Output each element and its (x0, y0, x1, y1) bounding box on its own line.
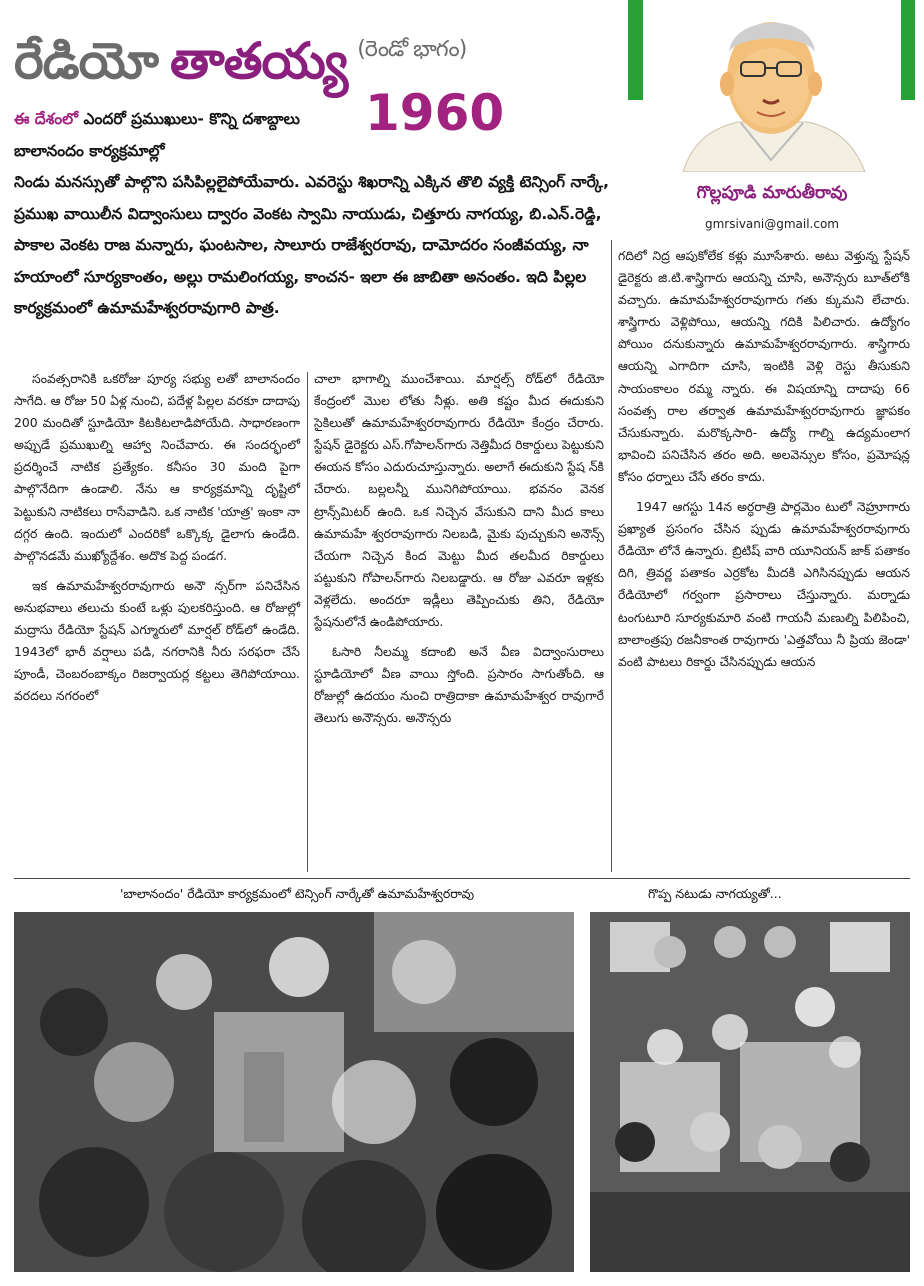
column-middle-paragraph-1: చాలా భాగాల్ని ముంచేశాయి. మార్షల్స్ రోడ్‌లో రేడియో కేంద్రంలో మొల లోతు నీళ్లు. అతి కష్టం మీద ఈదుకుని సైకిలుతో ఉమామహేశ్వరరావుగారు రేడియో కేంద్రం చేరారు. స్టేషన్ డైరెక్టరు ఎస్.గోపాలన్‌గారు నెత్తిమీద రికార్డులు పెట్టుకుని ఈయన కోసం ఎదురుచూస్తున్నారు. అలాగే ఈదుకుని స్టేష న్‌కి చేరారు. బల్లలన్నీ మునిగిపోయాయి. భవనం వెనక ట్రాన్స్‌మిటర్ ఉంది. ఒక నిచ్చెన వేసుకుని దాని మీద కాలు ఉమామహే శ్వరరావుగారు నిలబడి, మైకు పుచ్చుకుని అనౌన్స్ చేయగా నిచ్చెన కింద మెట్టు మీద తలమీద రికార్డులు పట్టుకుని గోపాలన్‌గారు నిలబడ్డారు. ఆ రోజు ఎవరూ ఇళ్లకు వెళ్లలేదు. అందరూ ఇడ్లీలు తెప్పించుకు తిని, రేడియో స్టేషనులోనే ఉండిపోయారు. (314, 371, 604, 630)
year-heading: 1960 (365, 84, 505, 142)
intro-lead: ఈ దేశంలో (14, 110, 79, 128)
column-divider-left (307, 372, 308, 872)
author-email: gmrsivani@gmail.com (705, 217, 839, 231)
photo-caption-right: గొప్ప నటుడు నాగయ్యతో... (648, 886, 782, 901)
author-portrait-illustration (643, 0, 901, 172)
column-left-paragraph-2: ఇక ఉమామహేశ్వరరావుగారు అనౌ న్సర్‌గా పనిచేసిన అనుభవాలు తలుచు కుంటే ఒళ్లు పులకరిస్తుంది. ఆ రోజుల్లో మద్రాసు రేడియో స్టేషన్ ఎగ్మూరులో మార్షల్ రోడ్‌లో ఉండేది. 1943లో భారీ వర్షాలు పడి, నగరానికి నీరు సరఫరా చేసే పూండీ, చెంబరంబాక్కం రిజర్వాయర్ల కట్టలు తెగిపోయాయి. వరదలు నగరంలో (14, 577, 300, 704)
column-middle (314, 368, 604, 730)
column-left-paragraph-1: సంవత్సరానికి ఒకరోజు పూర్య సభ్యు లతో బాలానందం సాగేది. ఆ రోజు 50 ఏళ్ల నుంచి, పదేళ్ల పిల్లల వరకూ దాదాపు 200 మందితో స్టూడియో కిటకిటలాడిపోయేది. సాధారణంగా అప్పుడే ప్రముఖుల్ని ఆహ్వా నించేవారు. ఈ సందర్భంలో ప్రదర్శించే నాటిక ప్రత్యేకం. కనీసం 30 మంది పైగా పాల్గొనేదిగా ఉండాలి. నేను ఆ కార్యక్రమాన్ని దృష్టిలో పెట్టుకుని నాటికలు రాసేవాడిని. ఒక నాటిక 'యాత్ర' ఇంకా నా దగ్గర ఉంది. ఇందులో ఎందరికో ఒక్కొక్క డైలాగు ఉండేది. పాల్గొనడమే ముఖ్యోద్దేశం. అదొక పెద్ద పండగ. (14, 371, 300, 563)
column-left (14, 368, 300, 707)
intro-rest: నిండు మనస్సుతో పాల్గొని పసిపిల్లలైపోయేవారు. ఎవరెస్టు శిఖరాన్ని ఎక్కిన తొలి వ్యక్తి టెన్సింగ్ నార్కే, ప్రముఖ వాయిలీన విద్వాంసులు ద్వారం వెంకట స్వామి నాయుడు, చిత్తూరు నాగయ్య, బి.ఎన్.రెడ్డి, పాకాల వెంకట రాజ మన్నారు, ఘంటసాల, సాలూరు రాజేశ్వరరావు, దామోదరం సంజీవయ్య, నా హయాంలో సూర్యకాంతం, అల్లు రామలింగయ్య, కాంచన- ఇలా ఈ జాబితా అనంతం. ఇది పిల్లల కార్యక్రమంలో ఉమామహేశ్వరరావుగారి పాత్ర. (14, 173, 609, 317)
photo-tenzing-norgay-group (14, 912, 574, 1272)
photo-nagayya-group (590, 912, 910, 1272)
headline-part2: తాతయ్య (170, 32, 348, 90)
headline (14, 20, 466, 91)
column-divider-right (611, 240, 612, 872)
intro-paragraph (14, 104, 612, 325)
column-right-paragraph-2: 1947 ఆగస్టు 14న అర్ధరాత్రి పార్లమెం టులో నెహ్రూగారు ప్రఖ్యాత ప్రసంగం చేసిన ప్పుడు ఉమామహేశ్వరరావుగారు రేడియో లోనే ఉన్నారు. బ్రిటిష్ వారి యూనియన్ జాక్ పతాకం దిగి, త్రివర్ణ పతాకం ఎర్రకోట మీదకి ఎగిసినప్పుడు ఆయన రేడియోలో గర్వంగా ప్రసారాలు చేస్తున్నారు. మర్నాడు టంగుటూరి సూర్యకుమారి వంటి గాయనీ మణుల్ని పిలిపించి, బాలాంత్రపు రజనీకాంత రావుగారు 'ఎత్తవోయి నీ ప్రియ జెండా' వంటి పాటలు రికార్డు చేసినప్పుడు ఆయన (618, 499, 910, 669)
column-middle-paragraph-2: ఓసారి నీలమ్మ కదాంబి అనే వీణ విద్వాంసురాలు స్టూడియోలో వీణ వాయి స్తోంది. ప్రసారం సాగుతోంది. ఆ రోజుల్లో ఉదయం నుంచి రాత్రిదాకా ఉమామహేశ్వర రావుగారే తెలుగు అనౌన్సరు. అనౌన్సరు (314, 644, 604, 726)
photo-caption-left: 'బాలానందం' రేడియో కార్యక్రమంలో టెన్సింగ్ నార్కేతో ఉమామహేశ్వరరావు (120, 886, 475, 901)
author-name: గొల్లపూడి మారుతీరావు (696, 183, 848, 203)
intro-line1: ఎందరో ప్రముఖులు- కొన్ని దశాబ్దాలు బాలానందం కార్యక్రమాల్లో (14, 110, 300, 160)
column-right-paragraph-1: గదిలో నిద్ర ఆపుకోలేక కళ్లు మూసేశారు. అటు వెళ్తున్న స్టేషన్ డైరెక్టరు జి.టి.శాస్త్రిగారు ఆయన్ని చూసి, అనౌన్సరు బూత్‌లోకి వచ్చారు. ఉమామహేశ్వరరావుగారు గతు క్కుమని లేచారు. శాస్త్రిగారు వెళ్లిపోయి, ఆయన్ని గదికి పిలిచారు. ఉద్యోగం పోయిం దనుకున్నారు ఉమామహేశ్వరరావుగారు. శాస్త్రిగారు ఆయన్ని ఎగాదిగా చూసి, ఇంటికి వెళ్లి రెస్టు తీసుకుని సాయంకాలం రమ్మ న్నారు. ఈ విషయాన్ని దాదాపు 66 సంవత్స రాల తర్వాత ఉమామహేశ్వరరావుగారు జ్ఞాపకం చేసుకున్నారు. మరొక్కసారి- ఉద్యో గాల్ని ఉద్యమంలాగ భావించి పనిచేసిన తరం అది. అలవెన్సుల కోసం, ప్రమోషన్ల కోసం ధర్నాలు చేసే తరం కాదు. (618, 248, 910, 484)
intro-first-lines (14, 104, 354, 167)
column-right (618, 245, 910, 673)
headline-part3: (రెండో భాగం) (357, 37, 467, 62)
photo-section-divider (14, 878, 910, 879)
headline-part1: రేడియో (14, 32, 158, 90)
